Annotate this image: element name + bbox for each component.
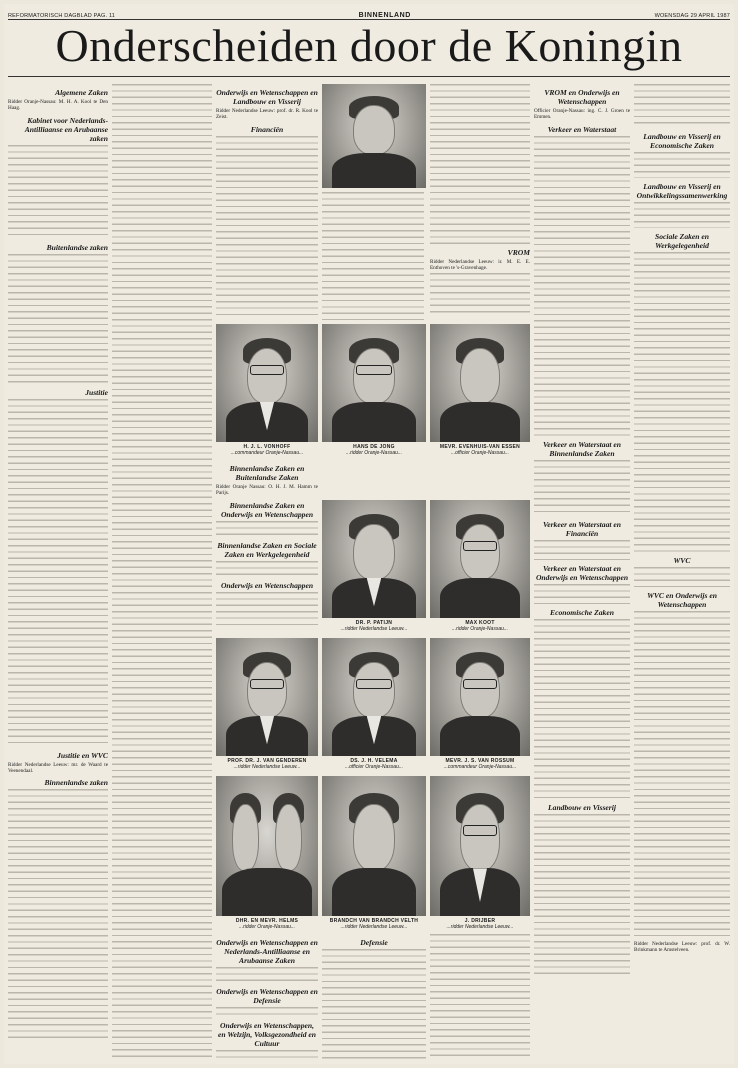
body-text-block	[8, 789, 108, 1039]
body-text-block	[322, 192, 424, 320]
section-heading: Onderwijs en Wetenschappen en Landbouw en Visserij	[216, 88, 318, 106]
section-heading: Algemene Zaken	[55, 88, 108, 97]
body-text-block	[8, 145, 108, 239]
body-text-block	[634, 202, 730, 228]
photo-portrait-top	[322, 84, 426, 188]
entry-text: Ridder Nederlandse Leeuw: prof. dr. R. Kool te Zeist.	[216, 108, 318, 121]
caption-drijber: J. DRIJBER ...ridder Nederlandse Leeuw...	[446, 918, 514, 930]
body-text-block	[634, 567, 730, 587]
photo-drijber	[430, 776, 530, 916]
entry-text: Ridder Oranje Nassau: O. H. J. M. Hamm te Parijs.	[216, 484, 318, 497]
caption-velema: DS. J. H. VELEMA ...officier Oranje-Nassau...	[344, 758, 404, 770]
page-headline: Onderscheiden door de Koningin	[55, 20, 683, 71]
column-2	[112, 84, 212, 1060]
section-heading: Economische Zaken	[550, 607, 614, 617]
entry-text: Ridder Nederlandse Leeuw: mr. de Waard te Veenendaal.	[8, 761, 108, 775]
caption-brandch: BRANDCH VAN BRANDCH VELTH ...ridder Nederlandse Leeuw...	[329, 918, 419, 930]
section-heading: Sociale Zaken en Werkgelegenheid	[655, 232, 709, 250]
body-text-block	[634, 611, 730, 941]
entry-text: Ridder Nederlandse Leeuw: ir. M. E. E. Enthoven te 's-Gravenhage.	[430, 259, 530, 272]
photo-koot	[430, 500, 530, 618]
body-text-block	[216, 592, 318, 628]
section-heading: Landbouw en Visserij en Economische Zaken	[643, 132, 721, 150]
section-heading: Buitenlandse zaken	[46, 242, 108, 252]
body-text-block	[8, 254, 108, 384]
body-text-block	[430, 84, 530, 244]
body-text-block	[216, 967, 318, 983]
caption-vonhoff: H. J. L. VONHOFF ...commandeur Oranje-Nassau...	[230, 444, 304, 456]
section-heading: Onderwijs en Wetenschappen	[220, 580, 314, 590]
body-text-block	[430, 273, 530, 313]
column-3-top	[216, 84, 318, 320]
photo-vonhoff	[216, 324, 318, 442]
photo-helms	[216, 776, 318, 916]
section-heading: WVC	[673, 556, 691, 565]
body-text-block	[8, 399, 108, 747]
section-heading: Onderwijs en Wetenschappen en Defensie	[216, 987, 318, 1005]
column-4-bottom	[322, 934, 426, 1060]
section-heading: Financiën	[250, 124, 284, 134]
entry-text: Ridder Oranje-Nassau: M. H. A. Kool te Den Haag.	[8, 99, 108, 112]
photo-van-genderen	[216, 638, 318, 756]
entry-text: Officier Oranje-Nassau: ing. C. J. Groen te Emmen.	[534, 108, 630, 121]
section-heading: Verkeer en Waterstaat en Binnenlandse Zaken	[543, 439, 621, 458]
body-text-block	[430, 934, 530, 1060]
caption-helms: DHR. EN MEVR. HELMS ...ridder Oranje-Nassau...	[235, 918, 299, 930]
section-heading: Binnenlandse Zaken en Buitenlandse Zaken	[229, 464, 305, 482]
section-heading: Justitie	[85, 387, 108, 397]
caption-de-jong: HANS DE JONG ...ridder Oranje-Nassau...	[345, 444, 403, 456]
section-heading: Binnenlandse Zaken en Sociale Zaken en Werkgelegenheid	[217, 540, 317, 559]
body-text-block	[534, 460, 630, 516]
body-text-block	[634, 84, 730, 128]
column-3-mid	[216, 460, 318, 628]
caption-patijn: DR. P. PATIJN ...ridder Nederlandse Leeuw...	[340, 620, 408, 632]
body-text-block	[534, 584, 630, 604]
section-heading: Binnenlandse zaken	[44, 778, 108, 788]
column-6	[534, 84, 630, 1060]
body-text-block	[534, 136, 630, 436]
section-heading: Binnenlandse Zaken en Onderwijs en Wetenschappen	[220, 500, 314, 519]
photo-van-rossum	[430, 638, 530, 756]
headline-rule	[8, 76, 730, 77]
body-text-block	[322, 949, 426, 1059]
header-date: WOENSDAG 29 APRIL 1987	[654, 13, 730, 19]
section-heading: Landbouw en Visserij	[548, 802, 616, 812]
entry-text: Ridder Nederlandse Leeuw: prof. dr. W. Brinkmann te Amstelveen.	[634, 941, 730, 954]
photo-patijn	[322, 500, 426, 618]
column-7	[634, 84, 730, 1060]
body-text-block	[216, 136, 318, 316]
body-text-block	[216, 1007, 318, 1017]
section-heading: Verkeer en Waterstaat en Onderwijs en Wetenschappen	[535, 563, 629, 582]
caption-koot: MAX KOOT ...ridder Oranje-Nassau...	[451, 620, 509, 632]
column-5-bottom	[430, 934, 530, 1060]
photo-de-jong	[322, 324, 426, 442]
photo-evenhuis	[430, 324, 530, 442]
body-text-block	[112, 84, 212, 1060]
section-heading: Landbouw en Visserij en Ontwikkelingssamenwerking	[636, 182, 728, 200]
section-heading: Kabinet voor Nederlands-Antilliaanse en Arubaanse zaken	[24, 115, 108, 143]
section-heading: Verkeer en Waterstaat	[547, 124, 617, 134]
section-heading: VROM	[507, 248, 530, 257]
caption-van-genderen: PROF. DR. J. VAN GENDEREN ...ridder Nederlandse Leeuw...	[227, 758, 307, 770]
section-heading: Justitie en WVC	[57, 750, 108, 760]
photo-brandch	[322, 776, 426, 916]
caption-van-rossum: MEVR. J. S. VAN ROSSUM ...commandeur Oranje-Nassau...	[443, 758, 517, 770]
column-5-top	[430, 84, 530, 320]
column-1	[8, 84, 108, 1060]
newspaper-page	[4, 4, 734, 1064]
body-text-block	[216, 521, 318, 537]
section-heading: Verkeer en Waterstaat en Financiën	[543, 519, 621, 538]
column-3-bottom	[216, 934, 318, 1060]
photo-velema	[322, 638, 426, 756]
section-heading: Onderwijs en Wetenschappen en Nederlands-Antilliaanse en Arubaanse Zaken	[216, 938, 318, 965]
body-text-block	[634, 152, 730, 178]
header-section: BINNENLAND	[358, 12, 411, 19]
body-text-block	[634, 252, 730, 552]
body-text-block	[216, 561, 318, 577]
section-heading: VROM en Onderwijs en Wetenschappen	[544, 88, 620, 106]
body-text-block	[216, 1050, 318, 1060]
caption-evenhuis: MEVR. EVENHUIS-VAN ESSEN ...officier Oranje-Nassau...	[439, 444, 521, 456]
body-text-block	[534, 540, 630, 560]
section-heading: Onderwijs en Wetenschappen, en Welzijn, Volksgezondheid en Cultuur	[217, 1021, 317, 1048]
body-text-block	[534, 814, 630, 974]
header-left: REFORMATORISCH DAGBLAD PAG. 11	[8, 13, 116, 19]
body-text-block	[534, 619, 630, 799]
section-heading: WVC en Onderwijs en Wetenschappen	[647, 591, 717, 609]
section-heading: Defensie	[360, 938, 388, 947]
column-4-top	[322, 192, 424, 320]
